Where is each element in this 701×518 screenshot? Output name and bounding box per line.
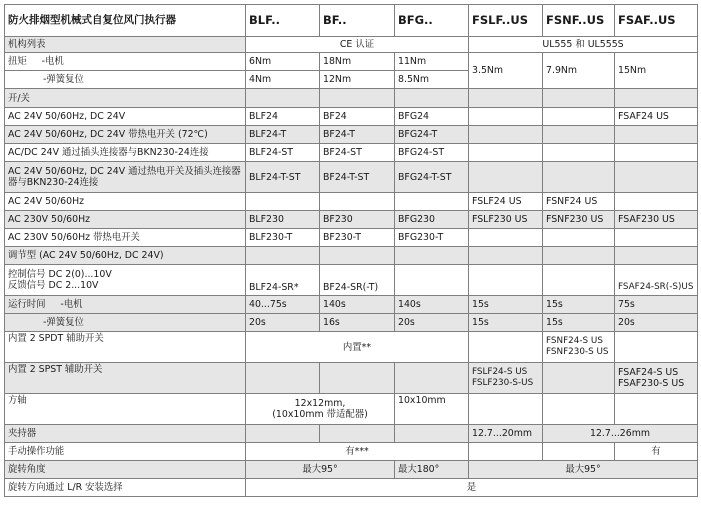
- cell: [543, 144, 615, 162]
- actuator-spec-table: [4, 4, 698, 497]
- ul-cert: UL555 和 UL555S: [469, 37, 698, 53]
- cell: BFG230-T: [395, 229, 469, 247]
- angle-bfg: 最大180°: [395, 461, 469, 479]
- table-row: [5, 108, 698, 126]
- time-spring-label: -弹簧复位: [5, 314, 246, 332]
- row-label: AC/DC 24V 通过插头连接器与BKN230-24连接: [5, 144, 246, 162]
- direction-label: 旋转方向通过 L/R 安装选择: [5, 479, 246, 497]
- torque-motor-sub: -电机: [41, 56, 64, 67]
- cell: 15s: [543, 296, 615, 314]
- direction-all: 是: [246, 479, 698, 497]
- cell: BF24-ST: [320, 144, 395, 162]
- row-label: [5, 162, 246, 193]
- cell: 3.5Nm: [469, 53, 543, 89]
- cell: [469, 265, 543, 296]
- cell: [395, 265, 469, 296]
- manual-label: 手动操作功能: [5, 443, 246, 461]
- cell: BFG230: [395, 211, 469, 229]
- cell: BFG24-ST: [395, 144, 469, 162]
- cell: 15s: [543, 314, 615, 332]
- cell: 20s: [395, 314, 469, 332]
- row-label: AC 24V 50/60Hz, DC 24V: [5, 108, 246, 126]
- spst-fsaf: [615, 363, 698, 394]
- cell: 18Nm: [320, 53, 395, 71]
- model-fslf: FSLF..US: [469, 5, 543, 37]
- cell: [615, 193, 698, 211]
- spdt-row: [5, 332, 698, 363]
- cell: 7.9Nm: [543, 53, 615, 89]
- row-label: AC 230V 50/60Hz 带热电开关: [5, 229, 246, 247]
- cell: [615, 144, 698, 162]
- shaft-row: [5, 394, 698, 425]
- cell: 20s: [246, 314, 320, 332]
- control-signal-row: [5, 265, 698, 296]
- cell: BF24-T-ST: [320, 162, 395, 193]
- model-fsnf: FSNF..US: [543, 5, 615, 37]
- model-blf: BLF..: [246, 5, 320, 37]
- row-label: AC 230V 50/60Hz: [5, 211, 246, 229]
- cell: BF24-SR(-T): [320, 265, 395, 296]
- angle-row: [5, 461, 698, 479]
- cell: [543, 265, 615, 296]
- table-row: [5, 162, 698, 193]
- cell: [469, 126, 543, 144]
- model-fsaf: FSAF..US: [615, 5, 698, 37]
- cell: 140s: [395, 296, 469, 314]
- cell: 15s: [469, 296, 543, 314]
- cell: [469, 108, 543, 126]
- spdt-fsnf-1: FSNF24-S US: [546, 336, 603, 346]
- cell: 11Nm: [395, 53, 469, 71]
- cell: [469, 162, 543, 193]
- row-label-line2: 器与BKN230-24连接: [8, 177, 99, 188]
- cell: [469, 144, 543, 162]
- shaft-bfg: 10x10mm: [395, 394, 469, 425]
- time-motor-row: [5, 296, 698, 314]
- cell: 40...75s: [246, 296, 320, 314]
- cell: 4Nm: [246, 71, 320, 89]
- torque-spring-label: -弹簧复位: [5, 71, 246, 89]
- row-label: AC 24V 50/60Hz, DC 24V 带热电开关 (72℃): [5, 126, 246, 144]
- table-row: [5, 126, 698, 144]
- table-row: [5, 144, 698, 162]
- clamp-fslf: 12.7...20mm: [469, 425, 543, 443]
- cell: FSLF24 US: [469, 193, 543, 211]
- table-title: 防火排烟型机械式自复位风门执行器: [5, 5, 246, 37]
- cell: 16s: [320, 314, 395, 332]
- spst-fsaf-1: FSAF24-S US: [618, 367, 679, 378]
- clamp-label: 夹持器: [5, 425, 246, 443]
- table-row: [5, 193, 698, 211]
- model-bf: BF..: [320, 5, 395, 37]
- spst-fslf-1: FSLF24-S US: [472, 367, 528, 377]
- table-row: [5, 229, 698, 247]
- clamp-fsnf-fsaf: 12.7...26mm: [543, 425, 698, 443]
- time-motor-sub: -电机: [60, 299, 83, 310]
- spst-label: 内置 2 SPST 辅助开关: [5, 363, 246, 394]
- control-signal-line: 控制信号 DC 2(0)...10V: [8, 269, 112, 280]
- clamp-row: [5, 425, 698, 443]
- ce-cert: CE 认证: [246, 37, 469, 53]
- cell: BLF230-T: [246, 229, 320, 247]
- shaft-size: [246, 394, 395, 425]
- manual-row: [5, 443, 698, 461]
- spst-fslf: [469, 363, 543, 394]
- cell: 140s: [320, 296, 395, 314]
- manual-main: 有***: [246, 443, 469, 461]
- spst-fsaf-2: FSAF230-S US: [618, 378, 685, 389]
- torque-motor-row: [5, 53, 698, 71]
- shaft-size-1: 12x12mm,: [294, 398, 346, 409]
- model-bfg: BFG..: [395, 5, 469, 37]
- cell: FSAF230 US: [615, 211, 698, 229]
- spdt-fsnf: [543, 332, 615, 363]
- cell: BF24-T: [320, 126, 395, 144]
- direction-row: [5, 479, 698, 497]
- cell: BF24: [320, 108, 395, 126]
- cell: [543, 229, 615, 247]
- cell: 6Nm: [246, 53, 320, 71]
- time-label: 运行时间: [8, 299, 46, 310]
- cell: 75s: [615, 296, 698, 314]
- cell: [395, 193, 469, 211]
- angle-blf-bf: 最大95°: [246, 461, 395, 479]
- torque-motor-label: [5, 53, 246, 71]
- angle-label: 旋转角度: [5, 461, 246, 479]
- cell: BF230-T: [320, 229, 395, 247]
- spst-row: [5, 363, 698, 394]
- cell: [543, 126, 615, 144]
- spdt-builtin: 内置**: [246, 332, 469, 363]
- control-signal-label: [5, 265, 246, 296]
- cell: BLF24-ST: [246, 144, 320, 162]
- time-spring-row: [5, 314, 698, 332]
- cell: FSLF230 US: [469, 211, 543, 229]
- spdt-fsnf-2: FSNF230-S US: [546, 347, 609, 357]
- time-motor-label: [5, 296, 246, 314]
- cell: BFG24: [395, 108, 469, 126]
- cell: [469, 229, 543, 247]
- cell: 8.5Nm: [395, 71, 469, 89]
- cell: BLF24: [246, 108, 320, 126]
- cell: BF230: [320, 211, 395, 229]
- cell: FSAF24 US: [615, 108, 698, 126]
- modulating-label: 调节型 (AC 24V 50/60Hz, DC 24V): [5, 247, 246, 265]
- cell: [246, 193, 320, 211]
- cell: [320, 193, 395, 211]
- cell: 15Nm: [615, 53, 698, 89]
- angle-us: 最大95°: [469, 461, 698, 479]
- cell: 20s: [615, 314, 698, 332]
- row-label: AC 24V 50/60Hz: [5, 193, 246, 211]
- header-row: [5, 5, 698, 37]
- cell: 15s: [469, 314, 543, 332]
- cell: FSNF230 US: [543, 211, 615, 229]
- cell: FSAF24-SR(-S)US: [615, 265, 698, 296]
- spst-fslf-2: FSLF230-S-US: [472, 378, 534, 388]
- row-label-line1: AC 24V 50/60Hz, DC 24V 通过热电开关及插头连接器: [8, 166, 241, 177]
- feedback-signal-line: 反馈信号 DC 2...10V: [8, 280, 99, 291]
- cell: [543, 108, 615, 126]
- onoff-label: 开/关: [5, 89, 246, 108]
- onoff-row: [5, 89, 698, 108]
- cell: [615, 162, 698, 193]
- shaft-label: 方轴: [5, 394, 246, 425]
- cell: [543, 162, 615, 193]
- cell: [615, 126, 698, 144]
- cell: 12Nm: [320, 71, 395, 89]
- cell: BFG24-T: [395, 126, 469, 144]
- mech-row: [5, 37, 698, 53]
- shaft-size-2: (10x10mm 带适配器): [272, 409, 368, 420]
- spdt-label: 内置 2 SPDT 辅助开关: [5, 332, 246, 363]
- cell: BLF24-T-ST: [246, 162, 320, 193]
- torque-label: 扭矩: [8, 56, 27, 67]
- table-row: [5, 211, 698, 229]
- manual-fsaf: 有: [615, 443, 698, 461]
- cell: BLF24-SR*: [246, 265, 320, 296]
- cell: BLF24-T: [246, 126, 320, 144]
- modulating-row: [5, 247, 698, 265]
- cell: BFG24-T-ST: [395, 162, 469, 193]
- cell: FSNF24 US: [543, 193, 615, 211]
- mech-label: 机构列表: [5, 37, 246, 53]
- cell: BLF230: [246, 211, 320, 229]
- cell: [615, 229, 698, 247]
